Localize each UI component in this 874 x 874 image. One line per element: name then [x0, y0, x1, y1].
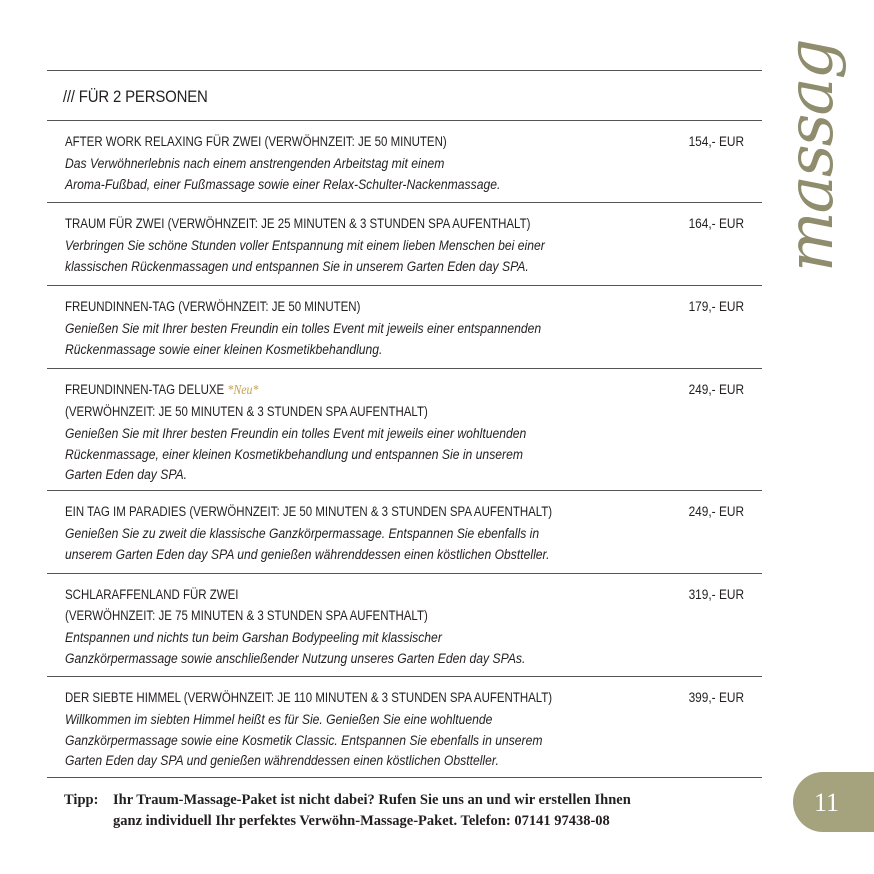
page-number-badge [793, 772, 874, 832]
package-item [47, 285, 762, 368]
tip-label: Tipp: [64, 792, 99, 808]
package-price: 154,- EUR [688, 134, 744, 149]
package-title: SCHLARAFFENLAND FÜR ZWEI [65, 587, 239, 602]
package-price: 164,- EUR [688, 216, 744, 231]
package-list [47, 70, 762, 778]
section-title: /// FÜR 2 PERSONEN [62, 87, 208, 106]
package-title: AFTER WORK RELAXING FÜR ZWEI (VERWÖHNZEIT: JE 50 MINUTEN) [65, 134, 447, 149]
package-title: EIN TAG IM PARADIES (VERWÖHNZEIT: JE 50 MINUTEN & 3 STUNDEN SPA AUFENTHALT) [65, 504, 553, 519]
package-item [47, 368, 762, 490]
package-description [65, 628, 623, 669]
description-line: unserem Garten Eden day SPA und genießen währenddessen einen köstlichen Obstteller. [65, 546, 550, 562]
description-line: Rückenmassage, einer kleinen Kosmetikbehandlung und entspannen Sie in unserem [65, 446, 523, 462]
package-title-text: FREUNDINNEN-TAG DELUXE [65, 382, 225, 397]
package-description [65, 424, 623, 486]
tip-note [64, 790, 774, 832]
description-line: Verbringen Sie schöne Stunden voller Entspannung mit einem lieben Menschen bei einer [65, 238, 545, 253]
package-title-line2: (VERWÖHNZEIT: JE 75 MINUTEN & 3 STUNDEN SPA AUFENTHALT) [65, 608, 428, 623]
side-title-massage [770, 40, 862, 280]
description-line: Rückenmassage sowie einer kleinen Kosmetikbehandlung. [65, 341, 383, 357]
description-line: Genießen Sie mit Ihrer besten Freundin ein tolles Event mit jeweils einer wohltuenden [65, 426, 527, 441]
side-title-text: massage [774, 40, 848, 272]
description-line: Aroma-Fußbad, einer Fußmassage sowie einer Relax-Schulter-Nackenmassage. [65, 176, 501, 192]
description-line: klassischen Rückenmassagen und entspannen Sie in unserem Garten Eden day SPA. [65, 258, 529, 274]
description-line: Garten Eden day SPA und genießen währenddessen einen köstlichen Obstteller. [65, 753, 499, 768]
package-description [65, 319, 623, 360]
package-price: 399,- EUR [688, 690, 744, 705]
package-item [47, 120, 762, 202]
description-line: Entspannen und nichts tun beim Garshan Bodypeeling mit klassischer [65, 630, 442, 645]
description-line: Ganzkörpermassage sowie anschließender Nutzung unseres Garten Eden day SPAs. [65, 650, 526, 666]
description-line: Genießen Sie zu zweit die klassische Ganzkörpermassage. Entspannen Sie ebenfalls in [65, 526, 540, 541]
package-price: 179,- EUR [688, 299, 744, 314]
page-number: 11 [813, 788, 840, 817]
package-description [65, 236, 623, 277]
package-title: TRAUM FÜR ZWEI (VERWÖHNZEIT: JE 25 MINUTEN & 3 STUNDEN SPA AUFENTHALT) [65, 216, 531, 231]
package-item [47, 676, 762, 778]
description-line: Willkommen im siebten Himmel heißt es für Sie. Genießen Sie eine wohltuende [65, 712, 493, 727]
package-title: FREUNDINNEN-TAG (VERWÖHNZEIT: JE 50 MINUTEN) [65, 299, 361, 314]
package-description [65, 524, 623, 565]
tip-line: Ihr Traum-Massage-Paket ist nicht dabei? Rufen Sie uns an und wir erstellen Ihnen [113, 792, 631, 808]
package-item [47, 573, 762, 676]
description-line: Ganzkörpermassage sowie eine Kosmetik Classic. Entspannen Sie ebenfalls in unserem [65, 732, 543, 748]
package-title [65, 379, 677, 401]
package-title-line2: (VERWÖHNZEIT: JE 50 MINUTEN & 3 STUNDEN SPA AUFENTHALT) [65, 404, 428, 419]
package-description [65, 710, 623, 772]
description-line: Garten Eden day SPA. [65, 467, 188, 482]
tip-line: ganz individuell Ihr perfektes Verwöhn-Massage-Paket. Telefon: 07141 97438-08 [113, 813, 610, 829]
package-description [65, 154, 623, 195]
new-badge: *Neu* [227, 383, 259, 398]
package-price: 249,- EUR [688, 504, 744, 519]
package-title: DER SIEBTE HIMMEL (VERWÖHNZEIT: JE 110 MINUTEN & 3 STUNDEN SPA AUFENTHALT) [65, 690, 553, 705]
package-item [47, 202, 762, 285]
package-price: 249,- EUR [688, 382, 744, 397]
description-line: Das Verwöhnerlebnis nach einem anstrengenden Arbeitstag mit einem [65, 156, 445, 171]
package-price: 319,- EUR [688, 587, 744, 602]
package-item [47, 490, 762, 573]
description-line: Genießen Sie mit Ihrer besten Freundin ein tolles Event mit jeweils einer entspannenden [65, 321, 542, 336]
